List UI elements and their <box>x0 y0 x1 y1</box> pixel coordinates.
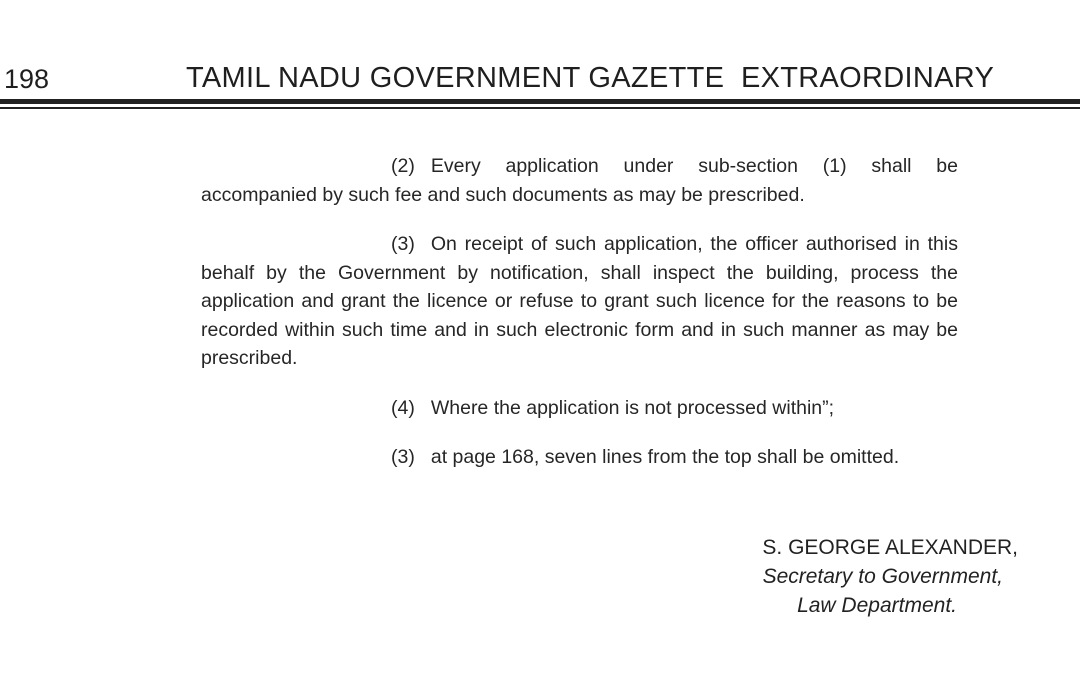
header-rule-thick <box>0 99 1080 104</box>
signatory-name: S. GEORGE ALEXANDER, <box>762 536 1018 559</box>
signatory-department: Law Department. <box>797 594 957 617</box>
paragraph-number: (3) <box>391 233 415 255</box>
paragraph-text: at page 168, seven lines from the top shall be omitted. <box>430 446 900 468</box>
header-rule-thin <box>0 107 1080 109</box>
signatory-designation: Secretary to Government, <box>762 565 1003 588</box>
amendment-item-3 <box>201 443 958 472</box>
paragraph-text: On receipt of such application, the officer authorised in this behalf by the Government by notification, shall inspect the building, process the application and grant the licence or refuse to grant such licence for the reasons to be recorded within such time and in such electronic form and in such manner as may be prescribed. <box>201 233 958 370</box>
paragraph-4 <box>201 394 958 423</box>
paragraph-text: Where the application is not processed within”; <box>430 397 835 419</box>
page-number: 198 <box>4 64 50 94</box>
gazette-title: TAMIL NADU GOVERNMENT GAZETTE EXTRAORDINARY <box>186 62 995 94</box>
paragraph-text: Every application under sub-section (1) shall be accompanied by such fee and such documents as may be prescribed. <box>201 155 958 206</box>
paragraph-3 <box>201 230 958 373</box>
paragraph-number: (2) <box>391 155 415 177</box>
paragraph-number: (4) <box>391 397 415 419</box>
paragraph-number: (3) <box>391 446 415 468</box>
paragraph-2 <box>201 152 958 209</box>
